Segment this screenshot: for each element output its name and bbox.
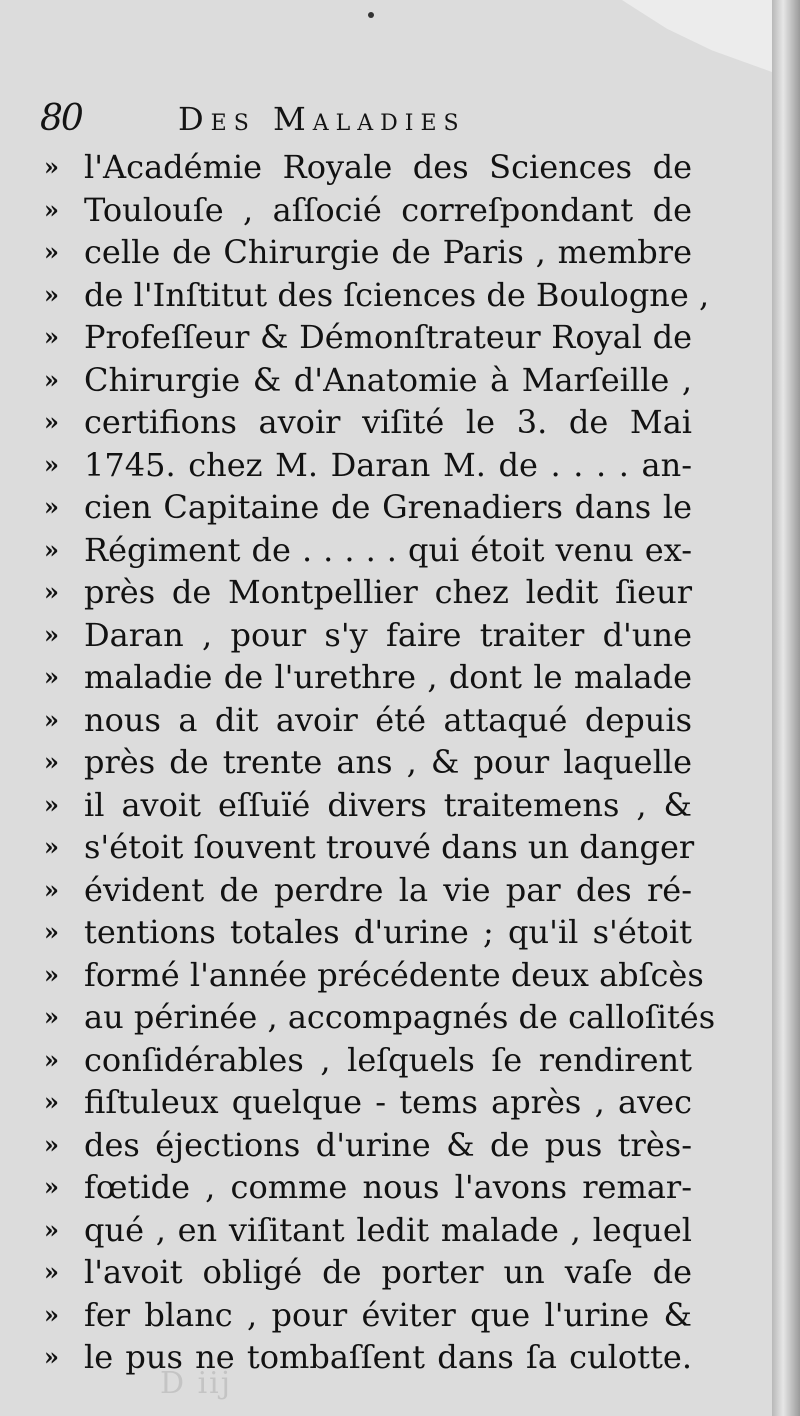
quotation-mark: » (44, 194, 59, 224)
quotation-mark: » (44, 1044, 59, 1074)
page-header (40, 98, 560, 148)
quotation-mark: » (44, 1214, 59, 1244)
text-line (44, 741, 692, 784)
text-line (44, 1336, 692, 1379)
body-text (44, 146, 716, 1379)
quotation-mark: » (44, 747, 59, 776)
quotation-mark: » (44, 959, 59, 989)
page-number: 80 (40, 98, 82, 139)
quotation-mark: » (44, 1342, 59, 1371)
quotation-mark: » (44, 874, 59, 904)
line-text: évident de perdre la vie par des ré- (84, 870, 692, 909)
line-text: fiſtuleux quelque - tems après , avec (84, 1083, 692, 1121)
quotation-mark: » (44, 534, 59, 564)
quotation-mark: » (44, 704, 59, 734)
line-text: conſidérables , leſquels ſe rendirent (84, 1040, 692, 1079)
line-text: au périnée , accompagnés de calloſités (84, 998, 716, 1036)
quotation-mark: » (44, 832, 59, 861)
text-line (44, 1081, 692, 1124)
quotation-mark: » (44, 407, 59, 436)
text-line (44, 699, 692, 742)
quotation-mark: » (44, 1087, 59, 1116)
quotation-mark: » (44, 917, 59, 946)
quotation-mark: » (44, 1002, 59, 1031)
text-line (44, 784, 692, 827)
quotation-mark: » (44, 1257, 59, 1286)
line-text: 1745. chez M. Daran M. de . . . . an- (84, 445, 692, 484)
text-line (44, 954, 704, 997)
quotation-mark: » (44, 237, 59, 266)
bleed-through-signature: D iij (160, 1366, 233, 1401)
line-text: fœtide , comme nous l'avons remar- (84, 1168, 692, 1206)
line-text: l'Académie Royale des Sciences de (84, 148, 692, 186)
text-line (44, 911, 692, 954)
running-head: Des Maladies (178, 100, 466, 138)
quotation-mark: » (44, 1299, 59, 1329)
text-line (44, 1124, 692, 1167)
line-text: cien Capitaine de Grenadiers dans le (84, 488, 692, 526)
line-text: nous a dit avoir été attaqué depuis (84, 700, 692, 739)
quotation-mark: » (44, 789, 59, 819)
text-line (44, 1294, 692, 1337)
quotation-mark: » (44, 322, 59, 351)
line-text: certifions avoir viſité le 3. de Mai (84, 403, 692, 441)
line-text: Chirurgie & d'Anatomie à Marſeille , (84, 360, 692, 399)
line-text: tentions totales d'urine ; qu'il s'étoit (84, 913, 692, 951)
quotation-mark: » (44, 279, 59, 309)
text-line (44, 316, 692, 359)
quotation-mark: » (44, 662, 59, 691)
text-line (44, 189, 692, 232)
quotation-mark: » (44, 364, 59, 394)
ink-dot (368, 12, 374, 18)
line-text: Profeſſeur & Démonſtrateur Royal de (84, 318, 692, 356)
quotation-mark: » (44, 449, 59, 479)
text-line (44, 614, 692, 657)
quotation-mark: » (44, 492, 59, 521)
text-line (44, 274, 710, 317)
text-line (44, 869, 692, 912)
quotation-mark: » (44, 577, 59, 606)
text-line (44, 444, 692, 487)
line-text: Daran , pour s'y faire traiter d'une (84, 615, 692, 654)
text-line (44, 486, 692, 529)
text-line (44, 571, 692, 614)
text-line (44, 826, 695, 869)
text-line (44, 996, 716, 1039)
quotation-mark: » (44, 1172, 59, 1201)
line-text: près de Montpellier chez ledit ſieur (84, 573, 692, 611)
line-text: formé l'année précédente deux abſcès (84, 955, 704, 994)
text-line (44, 231, 692, 274)
text-line (44, 1209, 692, 1252)
quotation-mark: » (44, 152, 59, 181)
line-text: Toulouſe , aſſocié correſpondant de (84, 190, 692, 229)
text-line (44, 1166, 692, 1209)
page-edge (772, 0, 800, 1416)
line-text: l'avoit obligé de porter un vaſe de (84, 1253, 692, 1291)
line-text: des éjections d'urine & de pus très- (84, 1125, 692, 1164)
line-text: il avoit eſſuïé divers traitemens , & (84, 785, 692, 824)
line-text: près de trente ans , & pour laquelle (84, 743, 692, 781)
line-text: celle de Chirurgie de Paris , membre (84, 233, 692, 271)
quotation-mark: » (44, 619, 59, 649)
text-line (44, 401, 692, 444)
line-text: s'étoit ſouvent trouvé dans un danger (84, 828, 695, 866)
line-text: qué , en viſitant ledit malade , lequel (84, 1210, 692, 1249)
line-text: le pus ne tombaſſent dans ſa culotte. (84, 1338, 692, 1376)
line-text: Régiment de . . . . . qui étoit venu ex- (84, 530, 692, 569)
text-line (44, 1039, 692, 1082)
line-text: maladie de l'urethre , dont le malade (84, 658, 692, 696)
line-text: de l'Inſtitut des ſciences de Boulogne , (84, 275, 710, 314)
text-line (44, 1251, 692, 1294)
quotation-mark: » (44, 1129, 59, 1159)
torn-corner (622, 0, 772, 72)
text-line (44, 656, 692, 699)
text-line (44, 146, 692, 189)
line-text: fer blanc , pour éviter que l'urine & (84, 1295, 692, 1334)
text-line (44, 529, 692, 572)
text-line (44, 359, 692, 402)
